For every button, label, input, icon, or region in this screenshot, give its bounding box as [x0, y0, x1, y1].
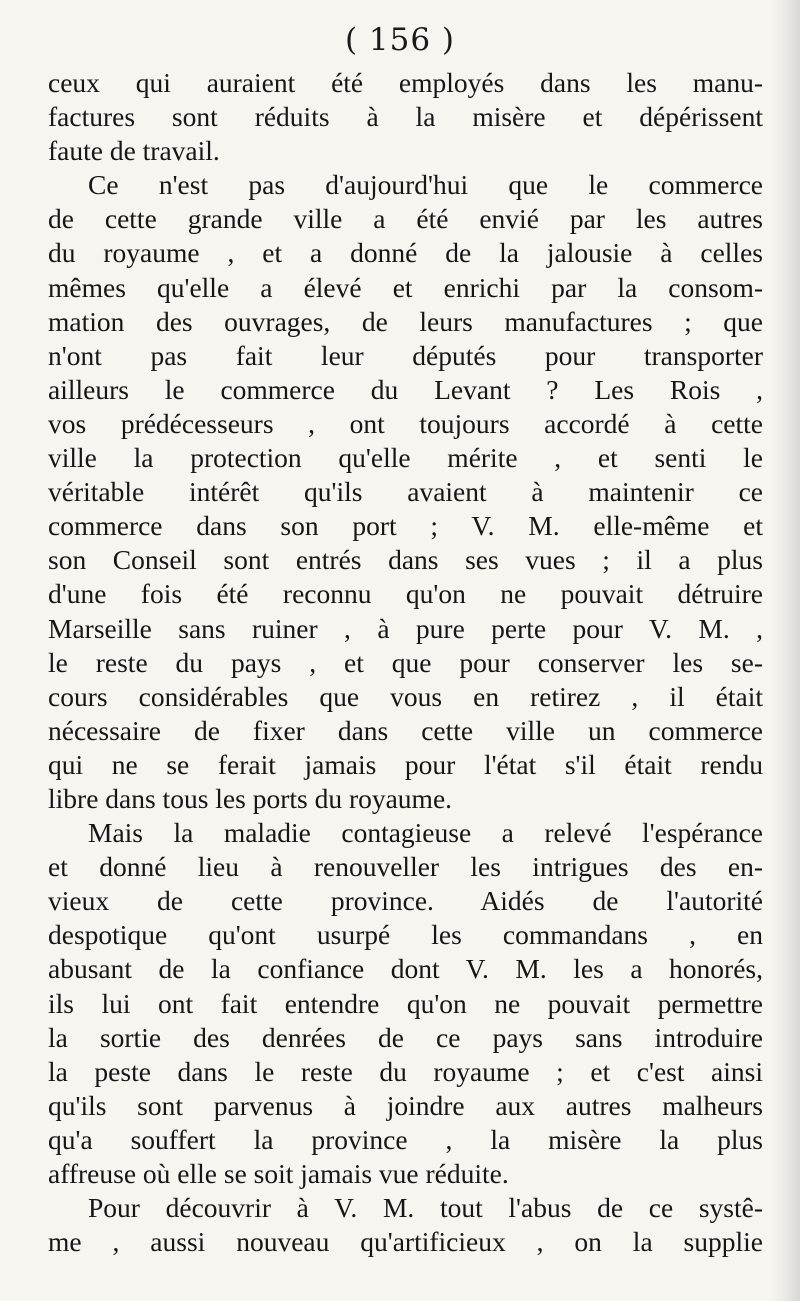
text-line: Ce n'est pas d'aujourd'hui que le commerce — [88, 169, 763, 201]
text-line: qu'a souffert la province , la misère la plus — [48, 1123, 763, 1155]
text-line: abusant de la confiance dont V. M. les a honorés, — [48, 953, 763, 985]
text-line: ceux qui auraient été employés dans les manu- — [48, 67, 763, 98]
text-line: la peste dans le reste du royaume ; et c'est ainsi — [48, 1055, 763, 1087]
text-line: et donné lieu à renouveller les intrigues des en- — [48, 851, 763, 883]
text-line: Pour découvrir à V. M. tout l'abus de ce systê- — [88, 1192, 763, 1224]
text-line: vieux de cette province. Aidés de l'autorité — [48, 885, 763, 917]
text-line: qui ne se ferait jamais pour l'état s'il était rendu — [48, 748, 763, 780]
text-line: ils lui ont fait entendre qu'on ne pouvait permettre — [48, 987, 763, 1019]
text-line: la sortie des denrées de ce pays sans introduire — [48, 1021, 763, 1053]
text-line: Marseille sans ruiner , à pure perte pour V. M. , — [48, 612, 763, 644]
body-text — [48, 66, 763, 1259]
text-line: ville la protection qu'elle mérite , et senti le — [48, 442, 763, 474]
text-line: le reste du pays , et que pour conserver les se- — [48, 646, 763, 678]
text-line: d'une fois été reconnu qu'on ne pouvait détruire — [48, 578, 763, 610]
text-line: affreuse où elle se soit jamais vue réduite. — [48, 1158, 509, 1189]
text-line: nécessaire de fixer dans cette ville un commerce — [48, 714, 763, 746]
text-line: vos prédécesseurs , ont toujours accordé à cette — [48, 407, 763, 439]
text-line: de cette grande ville a été envié par les autres — [48, 203, 763, 235]
text-line: me , aussi nouveau qu'artificieux , on la supplie — [48, 1226, 763, 1258]
text-line: ailleurs le commerce du Levant ? Les Rois , — [48, 373, 763, 405]
text-line: faute de travail. — [48, 135, 220, 167]
text-line: mêmes qu'elle a élevé et enrichi par la consom- — [48, 271, 763, 303]
text-line: véritable intérêt qu'ils avaient à maintenir ce — [48, 476, 763, 508]
text-line: libre dans tous les ports du royaume. — [48, 782, 453, 814]
text-line: despotique qu'ont usurpé les commandans , en — [48, 919, 763, 951]
text-line: commerce dans son port ; V. M. elle-même et — [48, 510, 763, 542]
text-line: cours considérables que vous en retirez , il était — [48, 680, 763, 712]
text-line: Mais la maladie contagieuse a relevé l'espérance — [88, 817, 763, 849]
text-line: mation des ouvrages, de leurs manufactures ; que — [48, 305, 763, 337]
page-gutter-shadow — [770, 0, 800, 1301]
text-line: du royaume , et a donné de la jalousie à celles — [48, 237, 763, 269]
page-number: ( 156 ) — [344, 22, 456, 58]
text-line: n'ont pas fait leur députés pour transporter — [48, 339, 763, 371]
text-line: son Conseil sont entrés dans ses vues ; il a plus — [48, 544, 763, 576]
text-line: factures sont réduits à la misère et dépérissent — [48, 101, 763, 133]
text-line: qu'ils sont parvenus à joindre aux autres malheurs — [48, 1089, 763, 1121]
